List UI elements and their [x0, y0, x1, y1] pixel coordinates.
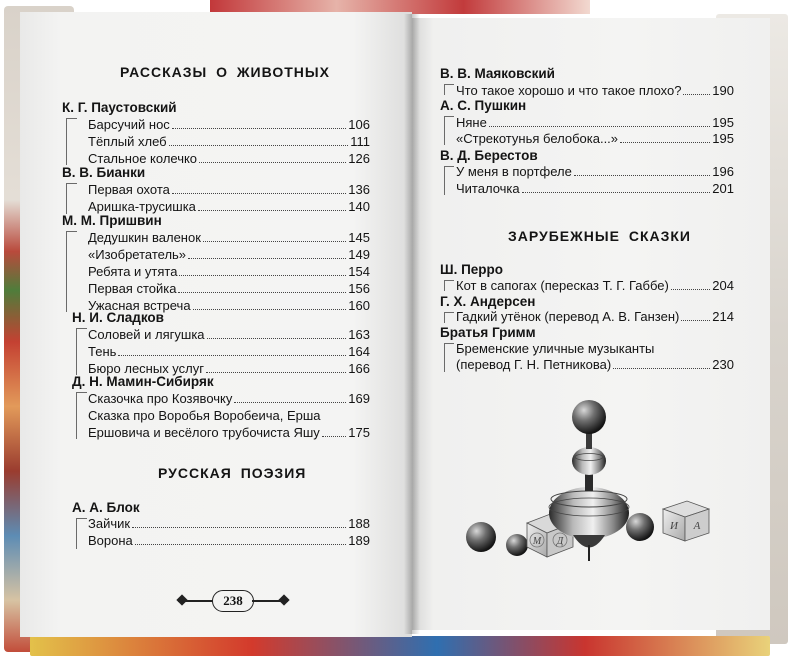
toc-entry-title: Сказочка про Козявочку	[88, 391, 233, 406]
toc-entry[interactable]	[456, 181, 734, 196]
author-bracket	[444, 116, 454, 145]
toc-entry-page: 163	[348, 327, 370, 342]
ornament-bar	[178, 600, 214, 602]
toc-entry-title: Дедушкин валенок	[88, 230, 201, 245]
author-bracket	[66, 183, 77, 214]
toc-entry-title: У меня в портфеле	[456, 164, 572, 179]
toc-entry-title: Тёплый хлеб	[88, 134, 167, 149]
toc-entry[interactable]	[88, 230, 370, 245]
leader-dots	[203, 241, 346, 242]
leader-dots	[178, 292, 346, 293]
toc-entry[interactable]	[88, 151, 370, 166]
toc-author: А. С. Пушкин	[440, 98, 527, 113]
author-bracket	[444, 280, 454, 291]
leader-dots	[322, 436, 347, 437]
toc-entry[interactable]	[456, 309, 734, 324]
toc-entry-page: 145	[348, 230, 370, 245]
leader-dots	[179, 275, 346, 276]
page-number: 238	[212, 590, 254, 612]
toc-entry-page: 214	[712, 309, 734, 324]
toc-entry-title: Зайчик	[88, 516, 131, 531]
leader-dots	[489, 126, 710, 127]
toc-entry-page: 154	[348, 264, 370, 279]
toc-author: Г. Х. Андерсен	[440, 294, 536, 309]
author-bracket	[66, 231, 77, 312]
toc-entry[interactable]	[88, 327, 370, 342]
toys-illustration	[455, 385, 725, 575]
toc-entry-page: 195	[712, 115, 734, 130]
toc-entry-title: Стальное колечко	[88, 151, 198, 166]
toc-entry-title: (перевод Г. Н. Петникова)	[456, 357, 612, 372]
toc-entry-page: 195	[712, 131, 734, 146]
leader-dots	[234, 402, 346, 403]
author-bracket	[444, 84, 454, 95]
ball	[506, 534, 528, 556]
toc-entry[interactable]	[88, 425, 370, 440]
toc-entry[interactable]	[88, 344, 370, 359]
toc-entry-page: 204	[712, 278, 734, 293]
toc-entry-page: 106	[348, 117, 370, 132]
leader-dots	[681, 320, 710, 321]
toc-entry[interactable]	[456, 83, 734, 98]
toc-entry-page: 188	[348, 516, 370, 531]
toc-entry[interactable]	[88, 391, 370, 406]
ball	[626, 513, 654, 541]
toc-entry[interactable]	[456, 115, 734, 130]
toc-entry-page: 190	[712, 83, 734, 98]
toc-entry-title: Аришка-трусишка	[88, 199, 196, 214]
leader-dots	[172, 128, 346, 129]
toc-entry-page: 136	[348, 182, 370, 197]
toc-entry-page: 175	[348, 425, 370, 440]
page-number-ornament	[178, 590, 288, 612]
toc-entry-title: «Стрекотунья белобока...»	[456, 131, 619, 146]
author-bracket	[76, 392, 87, 439]
toc-entry-title: Что такое хорошо и что такое плохо?	[456, 83, 682, 98]
leader-dots	[671, 289, 710, 290]
toc-entry-title: Первая стойка	[88, 281, 177, 296]
leader-dots	[135, 544, 347, 545]
toc-entry[interactable]	[88, 117, 370, 132]
toc-author: В. В. Бианки	[62, 165, 146, 180]
toc-entry[interactable]	[456, 164, 734, 179]
leader-dots	[198, 210, 346, 211]
toc-entry[interactable]	[88, 134, 370, 149]
toc-entry-page: 196	[712, 164, 734, 179]
toc-entry-title: Бюро лесных услуг	[88, 361, 204, 376]
toc-entry-page: 230	[712, 357, 734, 372]
toc-entry[interactable]	[456, 131, 734, 146]
block-letter: М	[532, 536, 542, 547]
toc-entry-page: 189	[348, 533, 370, 548]
toc-author: В. Д. Берестов	[440, 148, 538, 163]
toc-entry-page: 156	[348, 281, 370, 296]
toc-entry-page: 169	[348, 391, 370, 406]
leader-dots	[207, 338, 347, 339]
toc-entry-page: 140	[348, 199, 370, 214]
toc-entry[interactable]	[88, 281, 370, 296]
toc-entry-title: Первая охота	[88, 182, 170, 197]
section-title-foreign-tales: ЗАРУБЕЖНЫЕ СКАЗКИ	[508, 228, 691, 244]
section-title-animal-stories: РАССКАЗЫ О ЖИВОТНЫХ	[120, 64, 330, 80]
section-title-russian-poetry: РУССКАЯ ПОЭЗИЯ	[158, 465, 307, 481]
toc-entry-page: 160	[348, 298, 370, 313]
toc-author: К. Г. Паустовский	[62, 100, 177, 115]
toc-entry[interactable]	[88, 182, 370, 197]
leader-dots	[574, 175, 710, 176]
toc-entry-title: Ворона	[88, 533, 133, 548]
author-bracket	[444, 312, 454, 323]
leader-dots	[188, 258, 346, 259]
toc-entry-title: «Изобретатель»	[88, 247, 187, 262]
toc-entry-title: Ужасная встреча	[88, 298, 191, 313]
leader-dots	[199, 162, 346, 163]
author-bracket	[76, 328, 87, 375]
book-cover-bottom-edge	[30, 636, 770, 656]
toc-author: В. В. Маяковский	[440, 66, 555, 81]
toc-entry-page: 201	[712, 181, 734, 196]
leader-dots	[613, 368, 710, 369]
author-bracket	[76, 518, 87, 549]
toc-author: Ш. Перро	[440, 262, 504, 277]
toc-entry-title: Няне	[456, 115, 487, 130]
toc-entry-page: 166	[348, 361, 370, 376]
toc-entry-title-line1: Сказка про Воробья Воробеича, Ерша	[88, 408, 321, 423]
toc-entry-title: Ребята и утята	[88, 264, 178, 279]
toc-entry[interactable]	[456, 278, 734, 293]
toc-entry[interactable]	[88, 264, 370, 279]
toc-entry-title: Тень	[88, 344, 117, 359]
author-bracket	[444, 166, 454, 195]
leader-dots	[522, 192, 711, 193]
leader-dots	[206, 372, 346, 373]
toc-entry-page: 164	[348, 344, 370, 359]
leader-dots	[132, 527, 346, 528]
toc-author: А. А. Блок	[72, 500, 140, 515]
leader-dots	[620, 142, 710, 143]
toc-entry-title: Барсучий нос	[88, 117, 170, 132]
block-letter: А	[693, 520, 701, 532]
ornament-diamond	[278, 594, 289, 605]
leader-dots	[193, 309, 347, 310]
toc-entry-page: 149	[348, 247, 370, 262]
toc-entry[interactable]	[88, 199, 370, 214]
toc-author: М. М. Пришвин	[62, 213, 162, 228]
leader-dots	[172, 193, 346, 194]
book-gutter-shadow	[404, 14, 420, 634]
toc-entry-title: Кот в сапогах (пересказ Т. Г. Габбе)	[456, 278, 669, 293]
toc-entry-title: Ершовича и весёлого трубочиста Яшу	[88, 425, 320, 440]
toc-entry-page: 111	[350, 134, 370, 149]
toc-entry[interactable]	[88, 247, 370, 262]
toc-entry-title: Читалочка	[456, 181, 520, 196]
author-bracket	[444, 343, 454, 372]
ball	[466, 522, 496, 552]
toc-entry[interactable]	[88, 533, 370, 548]
toc-entry[interactable]	[88, 516, 370, 531]
toc-entry-title: Гадкий утёнок (перевод А. В. Ганзен)	[456, 309, 680, 324]
toc-entry-title-line1: Бременские уличные музыканты	[456, 341, 655, 356]
toc-author: Братья Гримм	[440, 325, 536, 340]
leader-dots	[118, 355, 346, 356]
block-letter: Д	[556, 536, 564, 547]
toc-entry-title: Соловей и лягушка	[88, 327, 205, 342]
block-letter: И	[670, 520, 678, 532]
author-bracket	[66, 118, 77, 165]
toc-entry-page: 126	[348, 151, 370, 166]
leader-dots	[169, 145, 349, 146]
toc-entry[interactable]	[456, 357, 734, 372]
leader-dots	[683, 94, 710, 95]
toc-author: Д. Н. Мамин-Сибиряк	[72, 374, 214, 389]
toc-author: Н. И. Сладков	[72, 310, 164, 325]
